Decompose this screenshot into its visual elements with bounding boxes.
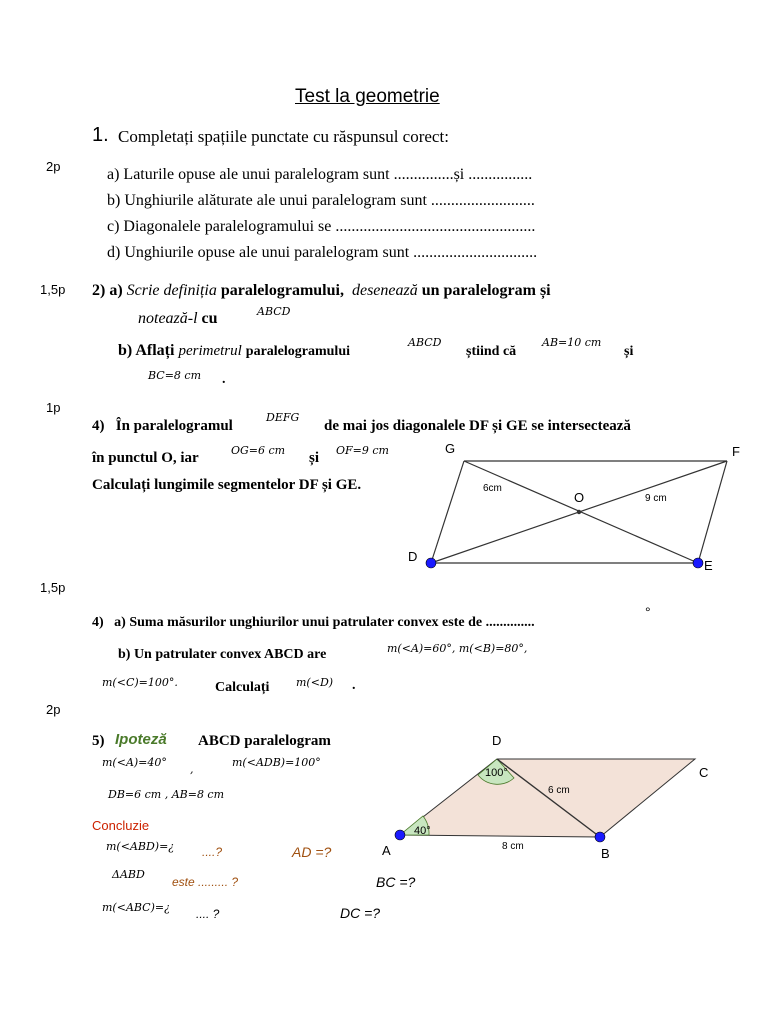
label-seg-of: 9 cm <box>645 493 667 504</box>
q2-line-a <box>92 282 551 300</box>
q2-a-italic1: Scrie definiția <box>126 282 217 299</box>
q1-item-b: b) Unghiurile alăturate ale unui paralelogram sunt .......................... <box>107 192 535 209</box>
q1-item-c: c) Diagonalele paralelogramului se .................................................. <box>107 218 536 235</box>
q2-num: 2) <box>92 282 106 299</box>
q3-text1: În paralelogramul <box>115 418 233 434</box>
label-c: C <box>699 765 709 780</box>
q3-math1: DEFG <box>266 411 300 424</box>
point-o <box>577 510 581 514</box>
q5-h2: m(<ADB)=100° <box>232 756 321 769</box>
label-seg-og: 6cm <box>483 483 502 494</box>
q2-line-b <box>118 342 350 360</box>
q5-num: 5) <box>92 733 105 749</box>
q2-a-italic3: notează-l <box>138 310 198 327</box>
q5-ipoteza-text: ABCD paralelogram <box>198 733 331 749</box>
q4-a-text: a) Suma măsurilor unghiurilor unui patrulater convex este de .............. <box>114 615 535 630</box>
side-dg <box>431 461 464 563</box>
q4-d-math: m(<D) <box>296 676 334 689</box>
label-o: O <box>574 490 585 505</box>
label-seg-db: 6 cm <box>548 785 570 796</box>
q2-a-text2: un paralelogram și <box>421 282 551 299</box>
q1-prompt: Completați spațiile punctate cu răspunsul corect: <box>118 127 449 146</box>
q5-ipoteza: Ipoteză <box>115 731 167 748</box>
q2-b-math3: BC=8 cm <box>148 369 202 382</box>
q5-c1-ask: AD =? <box>292 844 332 860</box>
q1-item-a: a) Laturile opuse ale unui paralelogram sunt ...............și ................ <box>107 166 533 183</box>
parallelogram-defg-figure <box>390 435 760 585</box>
q1-points: 2p <box>46 159 61 174</box>
q3-text3: în punctul O, iar <box>92 450 199 466</box>
q3-points: 1p <box>46 400 61 415</box>
q3-math3: OF=9 cm <box>336 444 389 457</box>
q4-b-text: b) Un patrulater convex ABCD are <box>118 647 327 662</box>
q1-number: 1. <box>92 124 109 146</box>
point-a <box>395 830 405 840</box>
q3-num: 4) <box>92 418 105 434</box>
point-b <box>595 832 605 842</box>
q2-b-math1: ABCD <box>408 336 442 349</box>
q4-num: 4) <box>92 615 104 630</box>
q5-c3-dots: .... ? <box>196 907 220 921</box>
q4-c-math: m(<C)=100°. <box>102 676 178 689</box>
q3-line1 <box>92 418 233 435</box>
q2-points: 1,5p <box>40 282 66 297</box>
label-angle-a: 40° <box>414 825 431 837</box>
q5-c3-math: m(<ABC)=¿ <box>102 901 170 914</box>
q2-a-text3: cu <box>201 310 218 327</box>
q5-concluzie: Concluzie <box>92 818 150 833</box>
q2-b-math2: AB=10 cm <box>542 336 602 349</box>
label-e: E <box>704 558 713 573</box>
q4-degree: ° <box>645 604 651 620</box>
q2-b-label: b) Aflați <box>118 342 175 359</box>
q5-c2-text: este ......... ? <box>172 875 239 889</box>
label-b: B <box>601 846 610 861</box>
page-title: Test la geometrie <box>295 86 440 107</box>
q3-text2: de mai jos diagonalele DF și GE se intersectează <box>324 418 631 434</box>
q2-b-italic: perimetrul <box>178 343 242 359</box>
q2-b-end: . <box>222 372 226 387</box>
q3-math2: OG=6 cm <box>231 444 286 457</box>
q2-a-math: ABCD <box>257 305 291 318</box>
label-d: D <box>492 733 502 748</box>
q4-b-math: m(<A)=60°, m(<B)=80°, <box>387 642 528 655</box>
q4-calc: Calculați <box>215 680 270 695</box>
q5-c2-math: ΔABD <box>112 868 145 881</box>
q2-b-text2: știind că <box>466 344 517 359</box>
q2-a-label: a) <box>109 282 123 299</box>
q2-b-text1: paralelogramului <box>245 344 351 359</box>
q2-a-text1: paralelogramului, <box>220 282 344 299</box>
q5-h-comma: , <box>190 763 194 776</box>
label-f: F <box>732 444 740 459</box>
q3-text5: Calculați lungimile segmentelor DF și GE. <box>92 477 362 493</box>
q4-end: . <box>352 678 356 693</box>
label-a: A <box>382 843 391 858</box>
q1-item-d: d) Unghiurile opuse ale unui paralelogram sunt ............................... <box>107 244 538 261</box>
point-d <box>426 558 436 568</box>
q5-c1-math: m(<ABD)=¿ <box>106 840 175 853</box>
q5-c1-dots: ....? <box>202 845 223 859</box>
q5-h3: DB=6 cm , AB=8 cm <box>108 788 225 801</box>
label-seg-ab: 8 cm <box>502 841 524 852</box>
q2-a-italic2: desenează <box>351 282 418 299</box>
label-angle-d: 100° <box>485 767 508 779</box>
q2-line-a2 <box>138 310 218 328</box>
parallelogram-abcd-figure <box>370 728 730 863</box>
q5-h1: m(<A)=40° <box>102 756 167 769</box>
side-fe <box>698 461 727 563</box>
q5-c3-ask: DC =? <box>340 905 381 921</box>
q4-points: 1,5p <box>40 580 66 595</box>
q4-line-a <box>92 615 535 631</box>
q2-b-text3: și <box>624 344 634 359</box>
q5-points: 2p <box>46 702 61 717</box>
q5-c2-ask: BC =? <box>376 874 416 890</box>
point-e <box>693 558 703 568</box>
q3-text4: și <box>309 450 320 466</box>
label-g: G <box>445 441 456 456</box>
label-d: D <box>408 549 418 564</box>
